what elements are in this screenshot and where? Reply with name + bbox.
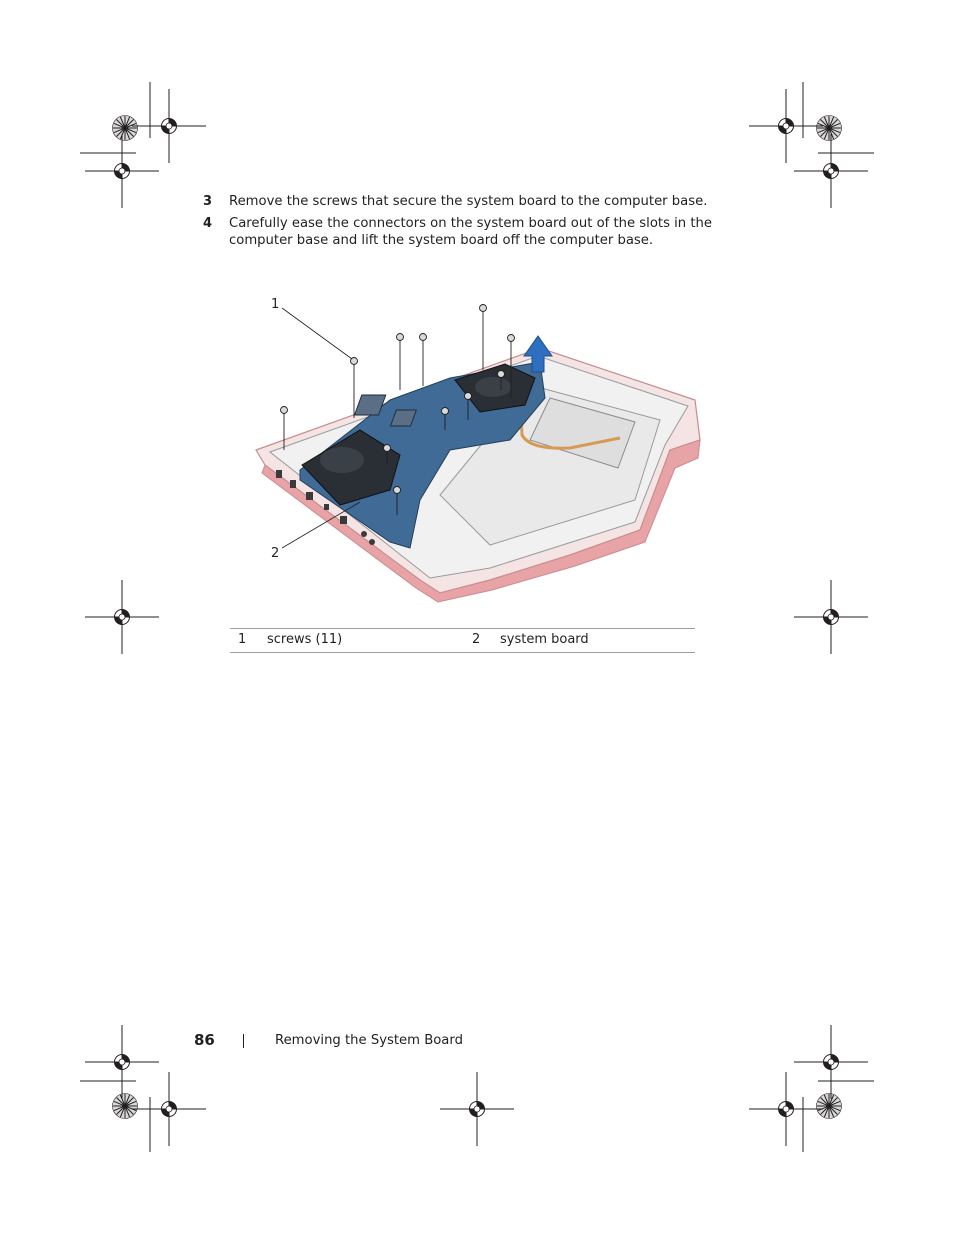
step-text: Remove the screws that secure the system board to the computer base. xyxy=(229,194,708,209)
step-text: Carefully ease the connectors on the system board out of the slots in the computer base and lift the system board off the computer base. xyxy=(229,216,712,248)
legend-number: 2 xyxy=(472,632,481,647)
step-number: 3 xyxy=(203,194,213,209)
callout-2: 2 xyxy=(271,546,280,561)
footer-section-title: Removing the System Board xyxy=(275,1033,463,1048)
page-number: 86 xyxy=(194,1031,215,1049)
legend-label: system board xyxy=(500,632,589,647)
callout-legend-table xyxy=(230,628,695,653)
callout-1: 1 xyxy=(271,297,280,312)
system-board-illustration xyxy=(240,290,720,610)
step-number: 4 xyxy=(203,216,213,231)
laptop-base-drawing xyxy=(240,290,720,610)
footer-separator xyxy=(243,1034,244,1048)
legend-label: screws (11) xyxy=(267,632,343,647)
legend-number: 1 xyxy=(238,632,247,647)
